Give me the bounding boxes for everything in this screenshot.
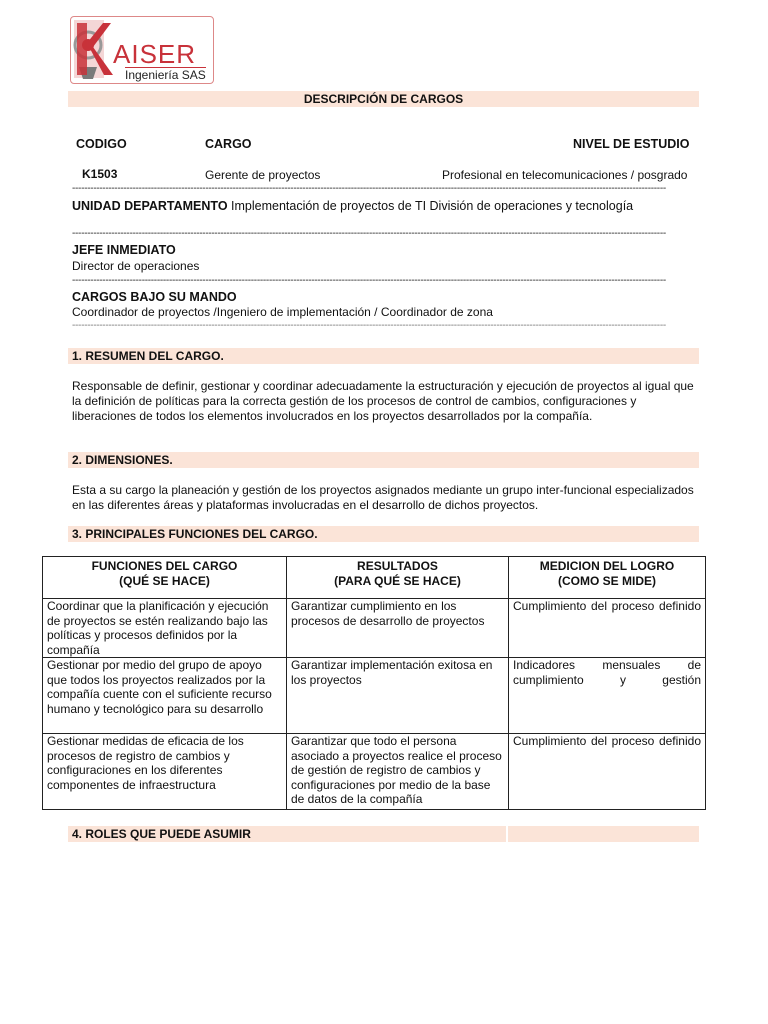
value-nivel: Profesional en telecomunicaciones / posgrado: [442, 168, 688, 182]
medicion-cell: Cumplimiento del proceso definido: [509, 734, 706, 810]
header-line: RESULTADOS: [357, 559, 438, 573]
section-4-title: 4. ROLES QUE PUEDE ASUMIR: [72, 827, 251, 841]
table-header-cell: [43, 557, 287, 599]
medicion-cell: Cumplimiento del proceso definido: [509, 599, 706, 658]
section-2-text: Esta a su cargo la planeación y gestión de los proyectos asignados mediante un grupo inter-funcional especializados en las diferentes áreas y plataformas involucradas en el desarrollo de dichos proyectos.: [72, 483, 694, 512]
functions-table: [42, 556, 706, 810]
cargos-bajo-value: Coordinador de proyectos /Ingeniero de implementación / Coordinador de zona: [72, 305, 493, 319]
divider: ----------------------------------------------------------------------------------------------------------------------------------------------------------------------------------------------------: [72, 184, 666, 194]
label-nivel: NIVEL DE ESTUDIO: [573, 137, 690, 151]
jefe-label: JEFE INMEDIATO: [72, 243, 176, 257]
divider: ----------------------------------------------------------------------------------------------------------------------------------------------------------------------------------------------------: [72, 229, 666, 239]
table-row: [43, 734, 706, 810]
resultado-cell: Garantizar implementación exitosa en los proyectos: [287, 658, 509, 734]
medicion-cell: Indicadores mensuales de cumplimiento y gestión: [509, 658, 706, 734]
doc-title: DESCRIPCIÓN DE CARGOS: [303, 92, 464, 106]
logo-subtitle: Ingeniería SAS: [125, 68, 206, 82]
header-line: (COMO SE MIDE): [558, 573, 656, 588]
company-logo: [70, 16, 214, 84]
jefe-value: Director de operaciones: [72, 259, 200, 273]
funcion-cell: Coordinar que la planificación y ejecución de proyectos se estén realizando bajo las políticas y procesos definidos por la compañía: [43, 599, 287, 658]
table-header-cell: [287, 557, 509, 599]
table-row: [43, 599, 706, 658]
unidad-row: [72, 199, 633, 213]
resultado-cell: Garantizar cumplimiento en los procesos de desarrollo de proyectos: [287, 599, 509, 658]
divider: ----------------------------------------------------------------------------------------------------------------------------------------------------------------------------------------------------: [72, 321, 666, 331]
unidad-value: Implementación de proyectos de TI División de operaciones y tecnología: [227, 199, 634, 213]
header-line: (QUÉ SE HACE): [119, 573, 210, 588]
section-3-title: 3. PRINCIPALES FUNCIONES DEL CARGO.: [72, 527, 318, 541]
resultado-cell: Garantizar que todo el persona asociado a proyectos realice el proceso de gestión de registro de cambios y configuraciones por medio de la base de datos de la compañía: [287, 734, 509, 810]
cargos-bajo-label: CARGOS BAJO SU MANDO: [72, 290, 237, 304]
section-2-title: 2. DIMENSIONES.: [72, 453, 173, 467]
header-line: (PARA QUÉ SE HACE): [334, 573, 461, 588]
table-header-row: [43, 557, 706, 599]
header-line: FUNCIONES DEL CARGO: [91, 559, 238, 573]
section-1-text: Responsable de definir, gestionar y coordinar adecuadamente la estructuración y ejecución de proyectos al igual que la definición de políticas para la correcta gestión de los procesos de control de cambios, configuraciones y liberaciones de todos los elementos involucrados en los proyectos desarrollados por la compañía.: [72, 379, 694, 423]
table-header-cell: [509, 557, 706, 599]
table-row: [43, 658, 706, 734]
label-codigo: CODIGO: [76, 137, 127, 151]
label-cargo: CARGO: [205, 137, 252, 151]
value-cargo: Gerente de proyectos: [205, 168, 321, 182]
band-separator: [506, 826, 508, 842]
value-codigo: K1503: [82, 167, 118, 181]
funcion-cell: Gestionar medidas de eficacia de los procesos de registro de cambios y configuraciones en los diferentes componentes de infraestructura: [43, 734, 287, 810]
funcion-cell: Gestionar por medio del grupo de apoyo que todos los proyectos realizados por la compañía cuente con el suficiente recurso humano y tecnológico para su desarrollo: [43, 658, 287, 734]
logo-wordmark: AISER: [113, 39, 197, 69]
unidad-label: UNIDAD DEPARTAMENTO: [72, 199, 228, 213]
header-line: MEDICION DEL LOGRO: [539, 559, 675, 573]
section-1-title: 1. RESUMEN DEL CARGO.: [72, 349, 224, 363]
divider: ----------------------------------------------------------------------------------------------------------------------------------------------------------------------------------------------------: [72, 276, 666, 286]
